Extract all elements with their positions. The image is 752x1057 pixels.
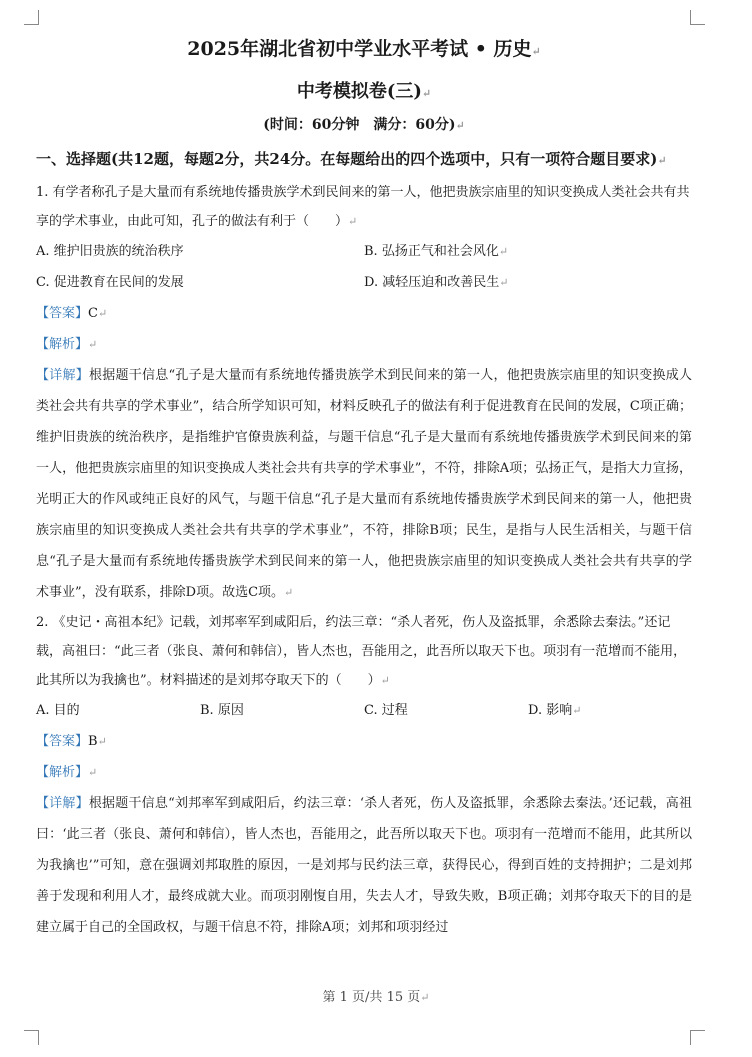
page-footer: 第 1 页/共 15 页↵ xyxy=(322,990,430,1005)
options-row xyxy=(36,695,692,726)
option-d: D. 减轻压迫和改善民生↵ xyxy=(364,275,509,290)
analysis-label: 【解析】↵ xyxy=(36,765,98,780)
answer-value: B xyxy=(88,734,98,749)
answer-line: 【答案】C↵ xyxy=(36,306,108,321)
options-row xyxy=(36,236,692,267)
paragraph-mark: ↵ xyxy=(97,735,107,748)
question-1 xyxy=(36,178,692,608)
option-b: B. 弘扬正气和社会风化↵ xyxy=(364,244,509,259)
question-stem: 2. 《史记・高祖本纪》记载，刘邦率军到咸阳后，约法三章：“杀人者死，伤人及盗抵罪，余悉除去秦法。”还记载，高祖曰：“此三者（张良、萧何和韩信），皆人杰也，吾能用之，此吾所以取天下也。项羽有一范增而不能用，此其所以为我擒也”。材料描述的是刘邦夺取天下的（ ）↵ xyxy=(36,615,687,688)
option-c: C. 促进教育在民间的发展 xyxy=(36,275,184,290)
crop-mark-bottom-right xyxy=(690,1030,705,1045)
option-c: C. 过程 xyxy=(364,703,408,718)
paragraph-mark: ↵ xyxy=(88,338,98,351)
question-2 xyxy=(36,608,692,943)
paragraph-mark: ↵ xyxy=(572,704,582,717)
paragraph-mark: ↵ xyxy=(531,45,541,58)
paragraph-mark: ↵ xyxy=(421,87,432,100)
option-d: D. 影响↵ xyxy=(528,703,582,718)
paragraph-mark: ↵ xyxy=(88,766,98,779)
document-page xyxy=(36,34,692,943)
paragraph-mark: ↵ xyxy=(498,245,509,258)
detail-label: 【详解】 xyxy=(36,368,90,383)
detail-paragraph: 【详解】根据题干信息“刘邦率军到咸阳后，约法三章：‘杀人者死，伤人及盗抵罪，余悉除去秦法。’还记载，高祖曰：‘此三者（张良、萧何和韩信），皆人杰也，吾能用之，此吾所以取天下也。项羽有一范增而不能用，此其所以为我擒也’”可知，意在强调刘邦取胜的原因，一是刘邦与民约法三章，获得民心，得到百姓的支持拥护；二是刘邦善于发现和利用人才，最终成就大业。而项羽刚愎自用，失去人才，导致失败，B项正确；刘邦夺取天下的目的是建立属于自己的全国政权，与题干信息不符，排除A项；刘邦和项羽经过 xyxy=(36,796,692,935)
question-stem: 1. 有学者称孔子是大量而有系统地传播贵族学术到民间来的第一人，他把贵族宗庙里的知识变换成人类社会共有共享的学术事业，由此可知，孔子的做法有利于（ ）↵ xyxy=(36,185,690,229)
crop-mark-top-right xyxy=(690,10,705,25)
section-heading: 一、选择题(共12题，每题2分，共24分。在每题给出的四个选项中，只有一项符合题目要求)↵ xyxy=(36,150,667,168)
document-subtitle: 中考模拟卷(三)↵ xyxy=(296,81,432,102)
option-b: B. 原因 xyxy=(200,703,244,718)
option-a: A. 目的 xyxy=(36,703,80,718)
paragraph-mark: ↵ xyxy=(499,276,509,289)
paragraph-mark: ↵ xyxy=(657,154,667,167)
exam-meta: (时间：60分钟 满分：60分)↵ xyxy=(263,117,465,133)
detail-paragraph: 【详解】根据题干信息“孔子是大量而有系统地传播贵族学术到民间来的第一人，他把贵族宗庙里的知识变换成人类社会共有共享的学术事业”，结合所学知识可知，材料反映孔子的做法有利于促进教育在民间的发展，C项正确；维护旧贵族的统治秩序，是指维护官僚贵族利益，与题干信息“孔子是大量而有系统地传播贵族学术到民间来的第一人，他把贵族宗庙里的知识变换成人类社会共有共享的学术事业”，不符，排除A项；弘扬正气，是指大力宣扬，光明正大的作风或纯正良好的风气，与题干信息“孔子是大量而有系统地传播贵族学术到民间来的第一人，他把贵族宗庙里的知识变换成人类社会共有共享的学术事业”，不符，排除B项；民生，是指与人民生活相关，与题干信息“孔子是大量而有系统地传播贵族学术到民间来的第一人，他把贵族宗庙里的知识变换成人类社会共有共享的学术事业”，没有联系，排除D项。故选C项。↵ xyxy=(36,368,692,600)
analysis-label: 【解析】↵ xyxy=(36,337,98,352)
paragraph-mark: ↵ xyxy=(348,215,358,228)
answer-line: 【答案】B↵ xyxy=(36,734,107,749)
paragraph-mark: ↵ xyxy=(380,674,390,687)
option-a: A. 维护旧贵族的统治秩序 xyxy=(36,244,184,259)
crop-mark-top-left xyxy=(24,10,39,25)
paragraph-mark: ↵ xyxy=(455,119,465,132)
document-title: 2025年湖北省初中学业水平考试 • 历史↵ xyxy=(187,38,541,60)
detail-label: 【详解】 xyxy=(36,796,89,811)
options-row xyxy=(36,267,692,298)
paragraph-mark: ↵ xyxy=(420,991,430,1004)
paragraph-mark: ↵ xyxy=(284,586,294,599)
crop-mark-bottom-left xyxy=(24,1030,39,1045)
paragraph-mark: ↵ xyxy=(97,307,108,320)
answer-value: C xyxy=(88,306,98,321)
